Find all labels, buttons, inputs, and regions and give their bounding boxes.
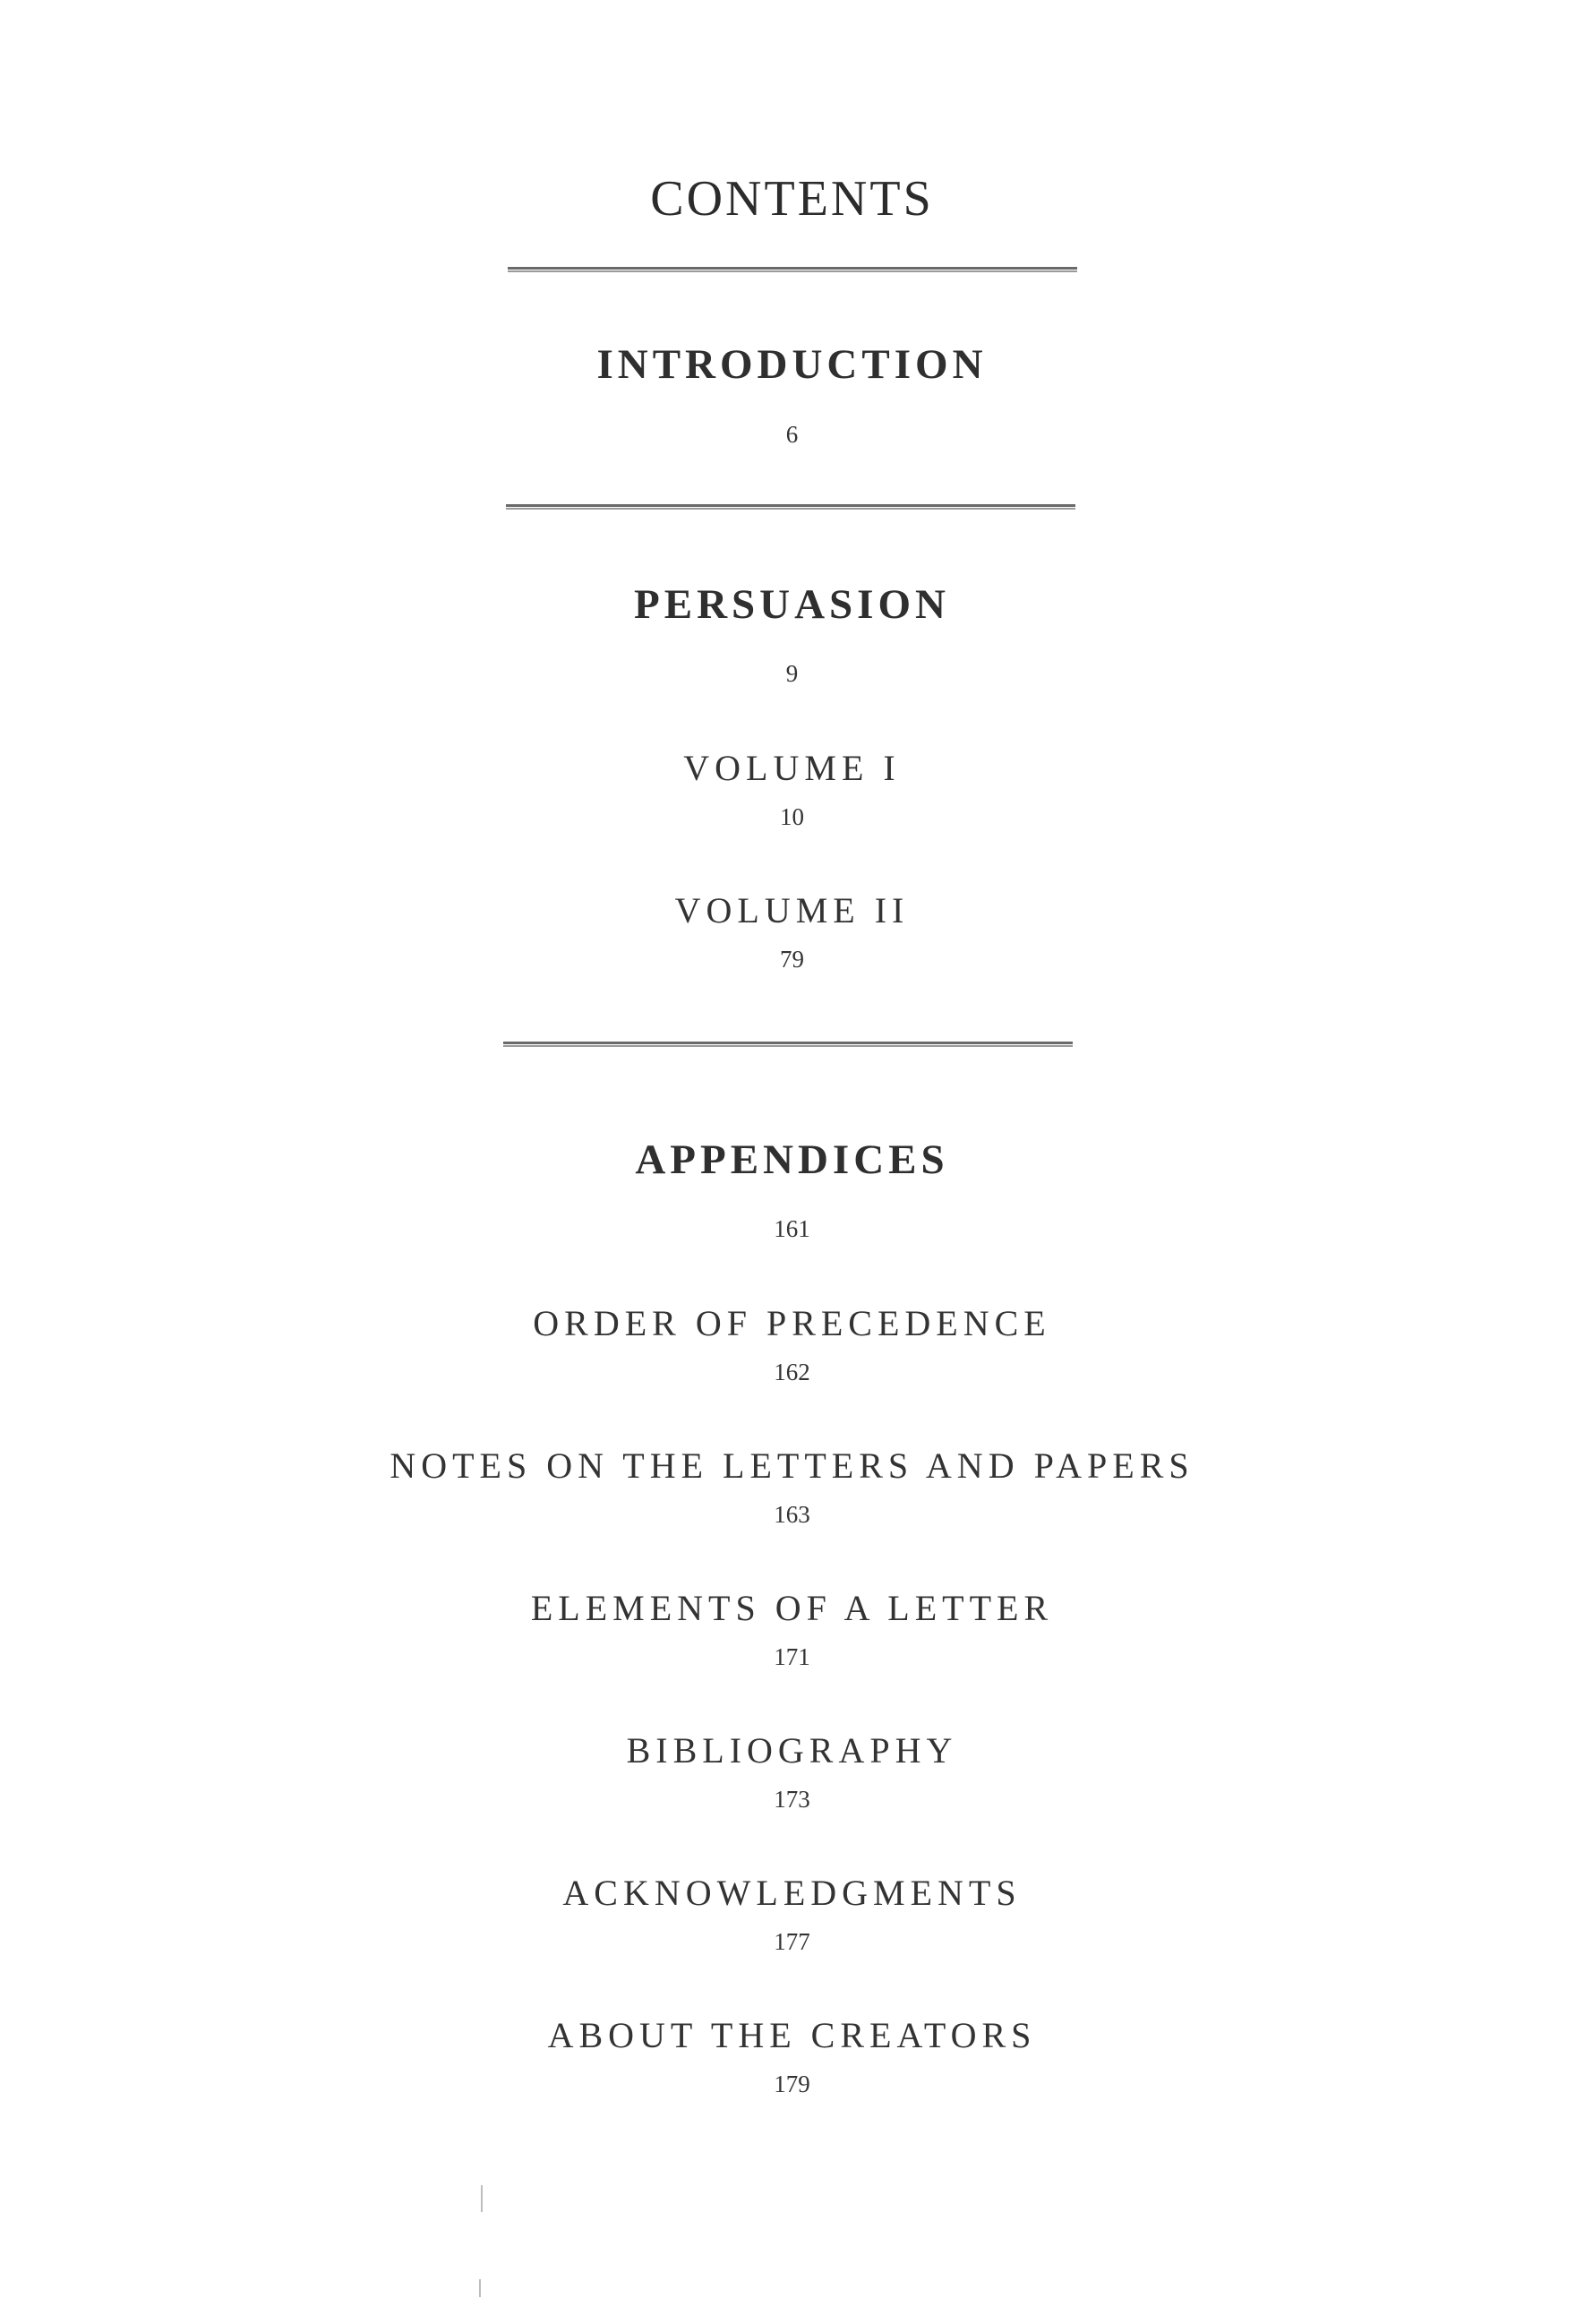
toc-entry-introduction[interactable]: INTRODUCTION xyxy=(596,341,988,388)
section-divider xyxy=(506,504,1075,510)
toc-page-bibliography: 173 xyxy=(774,1786,810,1813)
scan-mark xyxy=(479,2279,481,2297)
section-divider xyxy=(508,267,1077,272)
toc-entry-bibliography[interactable]: BIBLIOGRAPHY xyxy=(626,1730,958,1771)
toc-page-notes-on-letters: 163 xyxy=(774,1501,810,1528)
toc-entry-notes-on-letters[interactable]: NOTES ON THE LETTERS AND PAPERS xyxy=(390,1445,1194,1486)
toc-entry-acknowledgments[interactable]: ACKNOWLEDGMENTS xyxy=(562,1873,1022,1913)
page-title: CONTENTS xyxy=(650,171,934,227)
toc-page-appendices: 161 xyxy=(774,1215,810,1242)
section-divider xyxy=(503,1042,1073,1047)
toc-entry-order-of-precedence[interactable]: ORDER OF PRECEDENCE xyxy=(533,1303,1051,1343)
toc-page-about-the-creators: 179 xyxy=(774,2071,810,2097)
toc-page-acknowledgments: 177 xyxy=(774,1928,810,1955)
toc-page-persuasion: 9 xyxy=(785,660,799,687)
toc-entry-volume-ii[interactable]: VOLUME II xyxy=(674,890,910,930)
toc-page-introduction: 6 xyxy=(785,421,799,448)
toc-entry-about-the-creators[interactable]: ABOUT THE CREATORS xyxy=(547,2015,1037,2055)
toc-entry-persuasion[interactable]: PERSUASION xyxy=(634,581,950,628)
toc-page-volume-i: 10 xyxy=(780,803,804,830)
toc-page-elements-of-a-letter: 171 xyxy=(774,1643,810,1670)
toc-entry-volume-i[interactable]: VOLUME I xyxy=(683,748,901,788)
toc-page-volume-ii: 79 xyxy=(780,946,804,973)
toc-entry-elements-of-a-letter[interactable]: ELEMENTS OF A LETTER xyxy=(530,1588,1054,1628)
scan-mark xyxy=(481,2185,483,2212)
toc-entry-appendices[interactable]: APPENDICES xyxy=(635,1136,949,1183)
toc-page-order-of-precedence: 162 xyxy=(774,1359,810,1385)
